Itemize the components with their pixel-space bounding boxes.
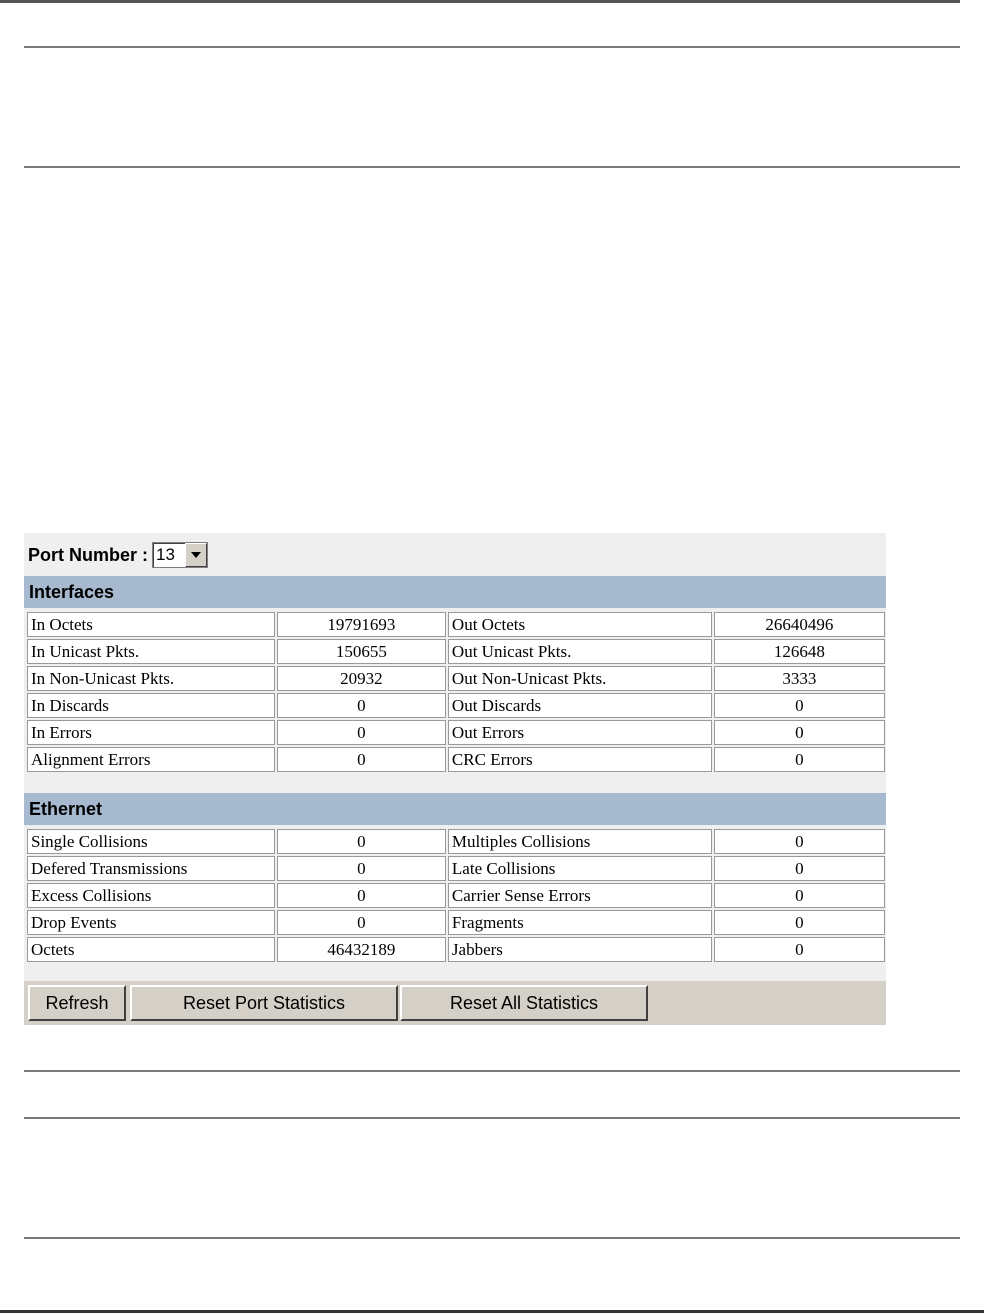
bottom-border (0, 1310, 984, 1313)
stat-value: 46432189 (277, 937, 446, 962)
dropdown-button[interactable] (185, 543, 207, 567)
table-row (27, 829, 885, 854)
stat-label: Multiples Collisions (448, 829, 712, 854)
stat-value: 0 (714, 720, 885, 745)
table-row (27, 666, 885, 691)
stat-value: 0 (714, 856, 885, 881)
stat-value: 0 (277, 856, 446, 881)
stat-value: 3333 (714, 666, 885, 691)
stat-label: Single Collisions (27, 829, 275, 854)
stat-value: 150655 (277, 639, 446, 664)
stat-value: 0 (277, 883, 446, 908)
reset-port-statistics-button[interactable]: Reset Port Statistics (130, 985, 398, 1021)
stat-label: Alignment Errors (27, 747, 275, 772)
stat-label: Excess Collisions (27, 883, 275, 908)
ethernet-section-header: Ethernet (24, 793, 886, 825)
stat-label: In Non-Unicast Pkts. (27, 666, 275, 691)
table-row (27, 883, 885, 908)
stat-label: In Unicast Pkts. (27, 639, 275, 664)
port-selector-row (28, 541, 208, 569)
stat-label: Fragments (448, 910, 712, 935)
stat-label: Late Collisions (448, 856, 712, 881)
interfaces-table (25, 610, 887, 774)
table-row (27, 747, 885, 772)
port-statistics-panel (24, 533, 886, 1025)
button-bar (24, 981, 886, 1025)
stat-value: 0 (277, 720, 446, 745)
table-row (27, 612, 885, 637)
stat-label: In Octets (27, 612, 275, 637)
stat-label: Out Discards (448, 693, 712, 718)
table-row (27, 639, 885, 664)
stat-label: Out Errors (448, 720, 712, 745)
stat-value: 20932 (277, 666, 446, 691)
stat-label: Drop Events (27, 910, 275, 935)
table-row (27, 856, 885, 881)
stat-label: In Errors (27, 720, 275, 745)
stat-label: CRC Errors (448, 747, 712, 772)
stat-label: Octets (27, 937, 275, 962)
stat-value: 0 (714, 829, 885, 854)
stat-label: Defered Transmissions (27, 856, 275, 881)
stat-value: 0 (714, 693, 885, 718)
port-number-label: Port Number : (28, 544, 149, 565)
stat-label: Carrier Sense Errors (448, 883, 712, 908)
stat-label: In Discards (27, 693, 275, 718)
divider-rule (24, 166, 960, 168)
stat-value: 126648 (714, 639, 885, 664)
refresh-button[interactable]: Refresh (28, 985, 126, 1021)
stat-label: Out Non-Unicast Pkts. (448, 666, 712, 691)
divider-rule (24, 1070, 960, 1072)
divider-rule (24, 1237, 960, 1239)
stat-value: 0 (714, 910, 885, 935)
stat-value: 0 (714, 937, 885, 962)
stat-value: 0 (277, 747, 446, 772)
ethernet-table (25, 827, 887, 964)
reset-all-statistics-button[interactable]: Reset All Statistics (400, 985, 648, 1021)
table-row (27, 937, 885, 962)
stat-value: 0 (277, 829, 446, 854)
divider-rule (24, 46, 960, 48)
chevron-down-icon (191, 552, 201, 558)
stat-value: 19791693 (277, 612, 446, 637)
table-row (27, 910, 885, 935)
stat-label: Jabbers (448, 937, 712, 962)
stat-value: 26640496 (714, 612, 885, 637)
stat-label: Out Octets (448, 612, 712, 637)
divider-rule (24, 1117, 960, 1119)
table-row (27, 693, 885, 718)
top-border (0, 0, 960, 3)
stat-value: 0 (277, 693, 446, 718)
stat-label: Out Unicast Pkts. (448, 639, 712, 664)
stat-value: 0 (714, 747, 885, 772)
stat-value: 0 (714, 883, 885, 908)
interfaces-section-header: Interfaces (24, 576, 886, 608)
port-number-value: 13 (156, 545, 175, 564)
port-number-select[interactable] (152, 542, 208, 568)
stat-value: 0 (277, 910, 446, 935)
table-row (27, 720, 885, 745)
